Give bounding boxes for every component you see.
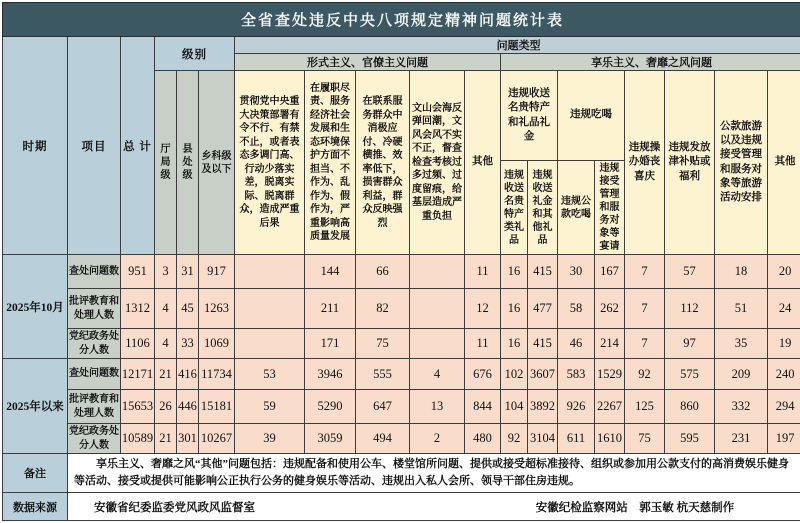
value-cell: 21 xyxy=(155,424,177,454)
value-cell: 10589 xyxy=(121,424,155,454)
value-cell: 575 xyxy=(665,359,715,390)
header-hedonism-other: 其他 xyxy=(768,71,800,255)
value-cell: 676 xyxy=(465,359,501,390)
remark-paragraph: 享乐主义、奢靡之风“其他”问题包括：违规配备和使用公车、楼堂馆所问题、提供或接受超标准接待、组织或参加用公款支付的高消费娱乐健身等活动、接受或提供可能影响公正执行公务的健身娱乐等活动、违规出入私人会所、领导干部住房违规。 xyxy=(74,456,796,490)
header-level-ting: 厅局级 xyxy=(155,71,177,255)
value-cell: 16 xyxy=(501,329,528,359)
header-dining-col-1: 违规公款吃喝 xyxy=(558,161,595,255)
value-cell: 7 xyxy=(625,329,665,359)
value-cell: 231 xyxy=(715,424,768,454)
value-cell: 15653 xyxy=(121,390,155,424)
value-cell xyxy=(410,329,465,359)
value-cell: 926 xyxy=(558,390,595,424)
source-content xyxy=(68,493,800,521)
table-row xyxy=(3,289,800,329)
value-cell: 21 xyxy=(155,359,177,390)
value-cell: 171 xyxy=(305,329,356,359)
value-cell: 415 xyxy=(528,255,558,289)
value-cell: 262 xyxy=(595,289,625,329)
statistics-table xyxy=(2,2,800,521)
value-cell: 104 xyxy=(501,390,528,424)
value-cell: 82 xyxy=(356,289,410,329)
value-cell: 3946 xyxy=(305,359,356,390)
value-cell: 92 xyxy=(501,424,528,454)
row-label: 查处问题数 xyxy=(68,359,121,390)
value-cell: 294 xyxy=(768,390,800,424)
header-formalism-col-2: 在履职尽责、服务经济社会发展和生态环境保护方面不担当、不作为、乱作为、假作为，严重影响高质量发展 xyxy=(305,71,356,255)
table-row xyxy=(3,424,800,454)
value-cell: 446 xyxy=(177,390,199,424)
value-cell: 75 xyxy=(625,424,665,454)
value-cell: 1069 xyxy=(199,329,235,359)
header-hedonism-group: 享乐主义、奢靡之风问题 xyxy=(501,54,800,71)
value-cell: 211 xyxy=(305,289,356,329)
header-gift-col-2: 违规收送礼金和其他礼品 xyxy=(528,161,558,255)
value-cell: 58 xyxy=(558,289,595,329)
value-cell: 5290 xyxy=(305,390,356,424)
value-cell: 240 xyxy=(768,359,800,390)
header-formalism-group: 形式主义、官僚主义问题 xyxy=(235,54,501,71)
value-cell: 844 xyxy=(465,390,501,424)
table-row xyxy=(3,359,800,390)
value-cell: 53 xyxy=(235,359,305,390)
value-cell xyxy=(235,329,305,359)
source-left-text: 安徽省纪委监委党风政风监督室 xyxy=(94,499,255,515)
header-level-xiang: 乡科级及以下 xyxy=(199,71,235,255)
header-wedding-col: 违规操办婚丧喜庆 xyxy=(625,71,665,255)
value-cell: 595 xyxy=(665,424,715,454)
value-cell: 416 xyxy=(177,359,199,390)
value-cell: 4 xyxy=(155,329,177,359)
value-cell: 3892 xyxy=(528,390,558,424)
value-cell: 15181 xyxy=(199,390,235,424)
value-cell: 97 xyxy=(665,329,715,359)
value-cell: 20 xyxy=(768,255,800,289)
value-cell: 3 xyxy=(155,255,177,289)
value-cell: 197 xyxy=(768,424,800,454)
remark-content xyxy=(68,454,800,493)
value-cell: 494 xyxy=(356,424,410,454)
value-cell: 2 xyxy=(410,424,465,454)
period-cell: 2025年以来 xyxy=(3,359,68,454)
header-item: 项目 xyxy=(68,37,121,255)
value-cell: 30 xyxy=(558,255,595,289)
header-dining-col-2: 违规接受管理和服务对象等宴请 xyxy=(595,161,625,255)
value-cell: 1610 xyxy=(595,424,625,454)
value-cell: 59 xyxy=(235,390,305,424)
row-label: 批评教育和处理人数 xyxy=(68,390,121,424)
row-label: 批评教育和处理人数 xyxy=(68,289,121,329)
value-cell: 16 xyxy=(501,289,528,329)
table-row xyxy=(3,329,800,359)
period-cell: 2025年10月 xyxy=(3,255,68,359)
header-period: 时期 xyxy=(3,37,68,255)
value-cell: 45 xyxy=(177,289,199,329)
value-cell: 31 xyxy=(177,255,199,289)
value-cell: 19 xyxy=(768,329,800,359)
value-cell: 33 xyxy=(177,329,199,359)
value-cell: 18 xyxy=(715,255,768,289)
value-cell: 477 xyxy=(528,289,558,329)
value-cell xyxy=(410,289,465,329)
value-cell: 13 xyxy=(410,390,465,424)
value-cell xyxy=(410,255,465,289)
header-dining-group: 违规吃喝 xyxy=(558,71,625,161)
header-travel-col: 公款旅游以及违规接受管理和服务对象等旅游活动安排 xyxy=(715,71,768,255)
value-cell: 11 xyxy=(465,329,501,359)
value-cell: 112 xyxy=(665,289,715,329)
source-right-text: 安徽纪检监察网站 郭玉敏 杭天慈制作 xyxy=(536,499,734,515)
value-cell: 3104 xyxy=(528,424,558,454)
value-cell: 167 xyxy=(595,255,625,289)
value-cell: 12171 xyxy=(121,359,155,390)
value-cell: 1529 xyxy=(595,359,625,390)
header-gift-group: 违规收送名贵特产和礼品礼金 xyxy=(501,71,558,161)
value-cell: 917 xyxy=(199,255,235,289)
value-cell xyxy=(235,255,305,289)
header-formalism-col-4: 文山会海反弹回潮，文风会风不实不正，督查检查考核过多过频、过度留痕，给基层造成严重负担 xyxy=(410,71,465,255)
header-level: 级别 xyxy=(155,37,235,71)
value-cell: 1263 xyxy=(199,289,235,329)
value-cell: 57 xyxy=(665,255,715,289)
value-cell: 92 xyxy=(625,359,665,390)
value-cell: 125 xyxy=(625,390,665,424)
value-cell: 12 xyxy=(465,289,501,329)
source-label: 数据来源 xyxy=(3,493,68,521)
value-cell: 16 xyxy=(501,255,528,289)
value-cell: 1312 xyxy=(121,289,155,329)
value-cell: 2267 xyxy=(595,390,625,424)
header-gift-col-1: 违规收送名贵特产类礼品 xyxy=(501,161,528,255)
value-cell: 611 xyxy=(558,424,595,454)
value-cell: 583 xyxy=(558,359,595,390)
header-problem-type: 问题类型 xyxy=(235,37,800,54)
header-level-xian: 县处级 xyxy=(177,71,199,255)
value-cell: 3059 xyxy=(305,424,356,454)
value-cell: 860 xyxy=(665,390,715,424)
value-cell: 39 xyxy=(235,424,305,454)
value-cell: 75 xyxy=(356,329,410,359)
table-row xyxy=(3,255,800,289)
page-title: 全省查处违反中央八项规定精神问题统计表 xyxy=(3,3,800,37)
value-cell: 951 xyxy=(121,255,155,289)
value-cell: 301 xyxy=(177,424,199,454)
value-cell: 4 xyxy=(155,289,177,329)
value-cell: 332 xyxy=(715,390,768,424)
header-formalism-col-1: 贯彻党中央重大决策部署有令不行、有禁不止，或者表态多调门高、行动少落实差，脱离实际、脱离群众，造成严重后果 xyxy=(235,71,305,255)
value-cell: 26 xyxy=(155,390,177,424)
value-cell: 7 xyxy=(625,289,665,329)
header-formalism-col-3: 在联系服务群众中消极应付、冷硬横推、效率低下，损害群众利益，群众反映强烈 xyxy=(356,71,410,255)
value-cell: 209 xyxy=(715,359,768,390)
value-cell: 46 xyxy=(558,329,595,359)
row-label: 查处问题数 xyxy=(68,255,121,289)
value-cell: 4 xyxy=(410,359,465,390)
value-cell: 214 xyxy=(595,329,625,359)
value-cell: 51 xyxy=(715,289,768,329)
header-formalism-other: 其他 xyxy=(465,71,501,255)
value-cell: 3607 xyxy=(528,359,558,390)
value-cell: 144 xyxy=(305,255,356,289)
value-cell: 10267 xyxy=(199,424,235,454)
row-label: 党纪政务处分人数 xyxy=(68,424,121,454)
value-cell: 66 xyxy=(356,255,410,289)
value-cell: 480 xyxy=(465,424,501,454)
table-row xyxy=(3,390,800,424)
value-cell: 647 xyxy=(356,390,410,424)
value-cell: 11734 xyxy=(199,359,235,390)
value-cell: 11 xyxy=(465,255,501,289)
value-cell: 35 xyxy=(715,329,768,359)
row-label: 党纪政务处分人数 xyxy=(68,329,121,359)
header-total: 总 计 xyxy=(121,37,155,255)
value-cell xyxy=(235,289,305,329)
value-cell: 415 xyxy=(528,329,558,359)
remark-label: 备注 xyxy=(3,454,68,493)
value-cell: 102 xyxy=(501,359,528,390)
value-cell: 555 xyxy=(356,359,410,390)
header-allowance-col: 违规发放津补贴或福利 xyxy=(665,71,715,255)
value-cell: 7 xyxy=(625,255,665,289)
value-cell: 24 xyxy=(768,289,800,329)
value-cell: 1106 xyxy=(121,329,155,359)
